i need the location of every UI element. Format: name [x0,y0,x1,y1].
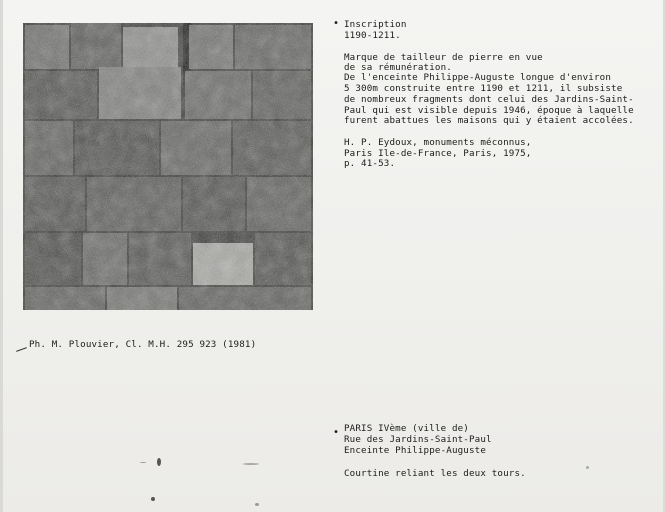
description-line: de sa rémunération. [344,62,452,73]
stone-wall-photo-drawing [23,23,313,310]
scan-speck [140,462,146,463]
scan-speck [157,458,161,466]
reference-line: Paris Ile-de-France, Paris, 1975, [344,148,532,159]
location-line: Rue des Jardins-Saint-Paul [344,434,492,445]
reference-line: p. 41-53. [344,158,396,169]
card-edge [0,0,3,512]
stone-wall-photo [23,23,313,310]
description-line: Paul qui est visible depuis 1946, époque à laquelle [344,105,634,116]
credit-dash [16,347,27,352]
bullet: • [333,18,340,29]
photo-credit: Ph. M. Plouvier, Cl. M.H. 295 923 (1981) [29,339,257,350]
scan-speck [255,503,259,506]
description-line: De l'enceinte Philippe-Auguste longue d'environ [344,72,612,83]
description-line: de nombreux fragments dont celui des Jardins-Saint- [344,94,634,105]
description-line: 5 300m construite entre 1190 et 1211, il subsiste [344,83,623,94]
reference-line: H. P. Eydoux, monuments méconnus, [344,137,532,148]
bullet: • [333,427,340,438]
scan-speck [243,463,259,465]
description-line: Marque de tailleur de pierre en vue [344,52,543,63]
inscription-heading: Inscription [344,19,407,30]
scan-speck [586,466,589,469]
location-line: Enceinte Philippe-Auguste [344,445,487,456]
scan-speck [151,497,155,501]
location-subject: Courtine reliant les deux tours. [344,468,526,479]
location-line: PARIS IVème (ville de) [344,423,469,434]
description-line: furent abattues les maisons qui y étaient accolées. [344,115,634,126]
inscription-dates: 1190-1211. [344,30,401,41]
